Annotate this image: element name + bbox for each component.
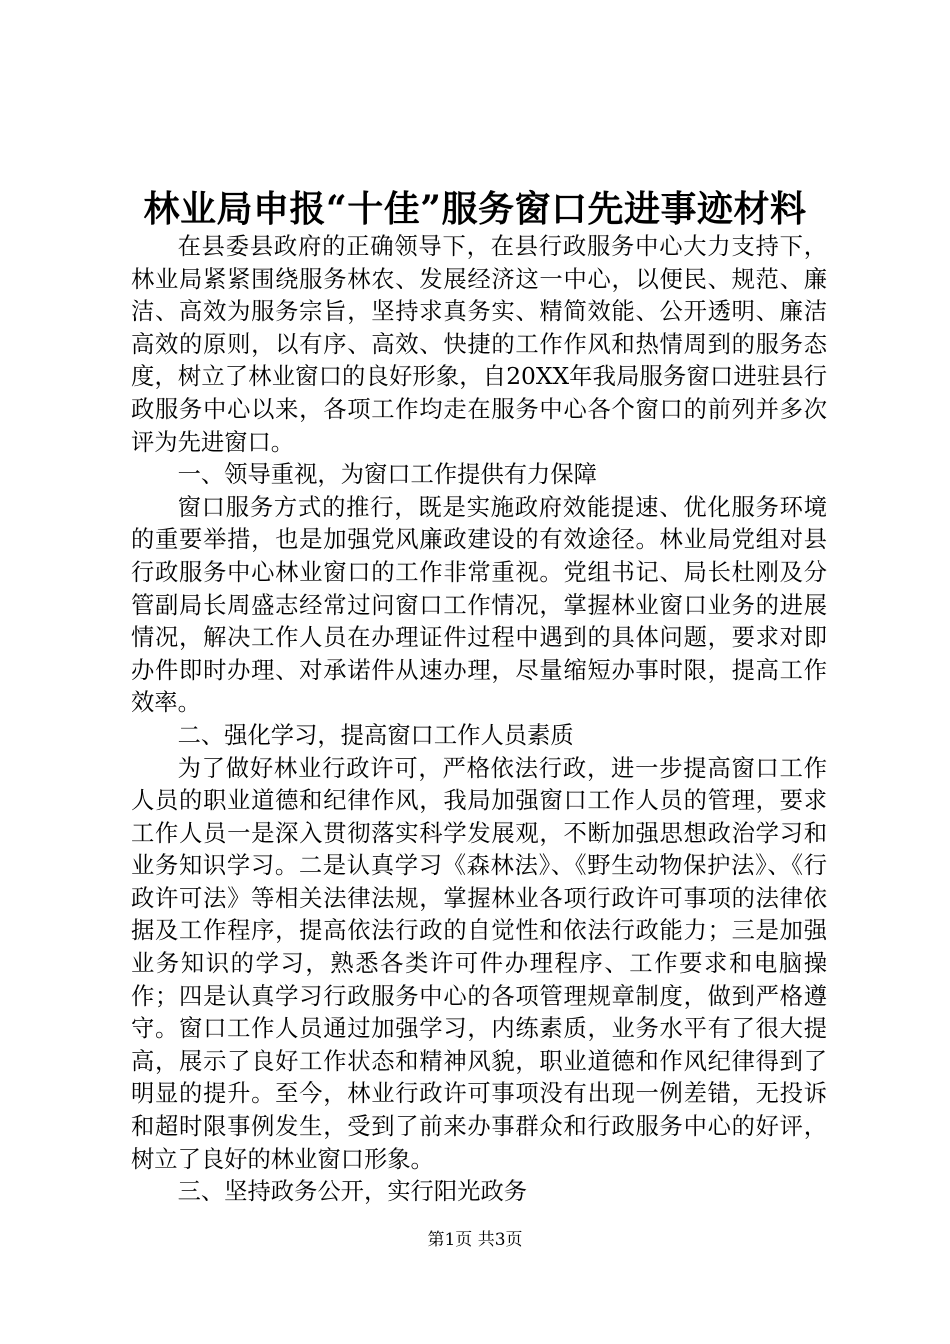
section-2-paragraph: 为了做好林业行政许可，严格依法行政，进一步提高窗口工作人员的职业道德和纪律作风，我局加强窗口工作人员的管理，要求工作人员一是深入贯彻落实科学发展观，不断加强思想政治学习和业务知识学习。二是认真学习《森林法》、《野生动物保护法》、《行政许可法》等相关法律法规，掌握林业各项行政许可事项的法律依据及工作程序，提高依法行政的自觉性和依法行政能力；三是加强业务知识的学习，熟悉各类许可件办理程序、工作要求和电脑操作；四是认真学习行政服务中心的各项管理规章制度，做到严格遵守。窗口工作人员通过加强学习，内练素质，业务水平有了很大提高，展示了良好工作状态和精神风貌，职业道德和作风纪律得到了明显的提升。至今，林业行政许可事项没有出现一例差错，无投诉和超时限事例发生，受到了前来办事群众和行政服务中心的好评，树立了良好的林业窗口形象。 bbox=[131, 754, 827, 1173]
document-title: 林业局申报“十佳”服务窗口先进事迹材料 bbox=[143, 188, 807, 230]
page-footer: 第1页 共3页 bbox=[427, 1230, 523, 1250]
document-body bbox=[131, 231, 827, 1209]
section-heading-1: 一、领导重视，为窗口工作提供有力保障 bbox=[177, 461, 597, 489]
section-heading-2: 二、强化学习，提高窗口工作人员素质 bbox=[177, 721, 574, 749]
intro-paragraph: 在县委县政府的正确领导下，在县行政服务中心大力支持下，林业局紧紧围绕服务林农、发展经济这一中心，以便民、规范、廉洁、高效为服务宗旨，坚持求真务实、精简效能、公开透明、廉洁高效的原则，以有序、高效、快捷的工作作风和热情周到的服务态度，树立了林业窗口的良好形象，自20XX年我局服务窗口进驻县行政服务中心以来，各项工作均走在服务中心各个窗口的前列并多次评为先进窗口。 bbox=[131, 233, 827, 456]
section-heading-3: 三、坚持政务公开，实行阳光政务 bbox=[177, 1178, 528, 1206]
section-1-paragraph: 窗口服务方式的推行，既是实施政府效能提速、优化服务环境的重要举措，也是加强党风廉政建设的有效途径。林业局党组对县行政服务中心林业窗口的工作非常重视。党组书记、局长杜刚及分管副局长周盛志经常过问窗口工作情况，掌握林业窗口业务的进展情况，解决工作人员在办理证件过程中遇到的具体问题，要求对即办件即时办理、对承诺件从速办理，尽量缩短办事时限，提高工作效率。 bbox=[131, 493, 827, 717]
